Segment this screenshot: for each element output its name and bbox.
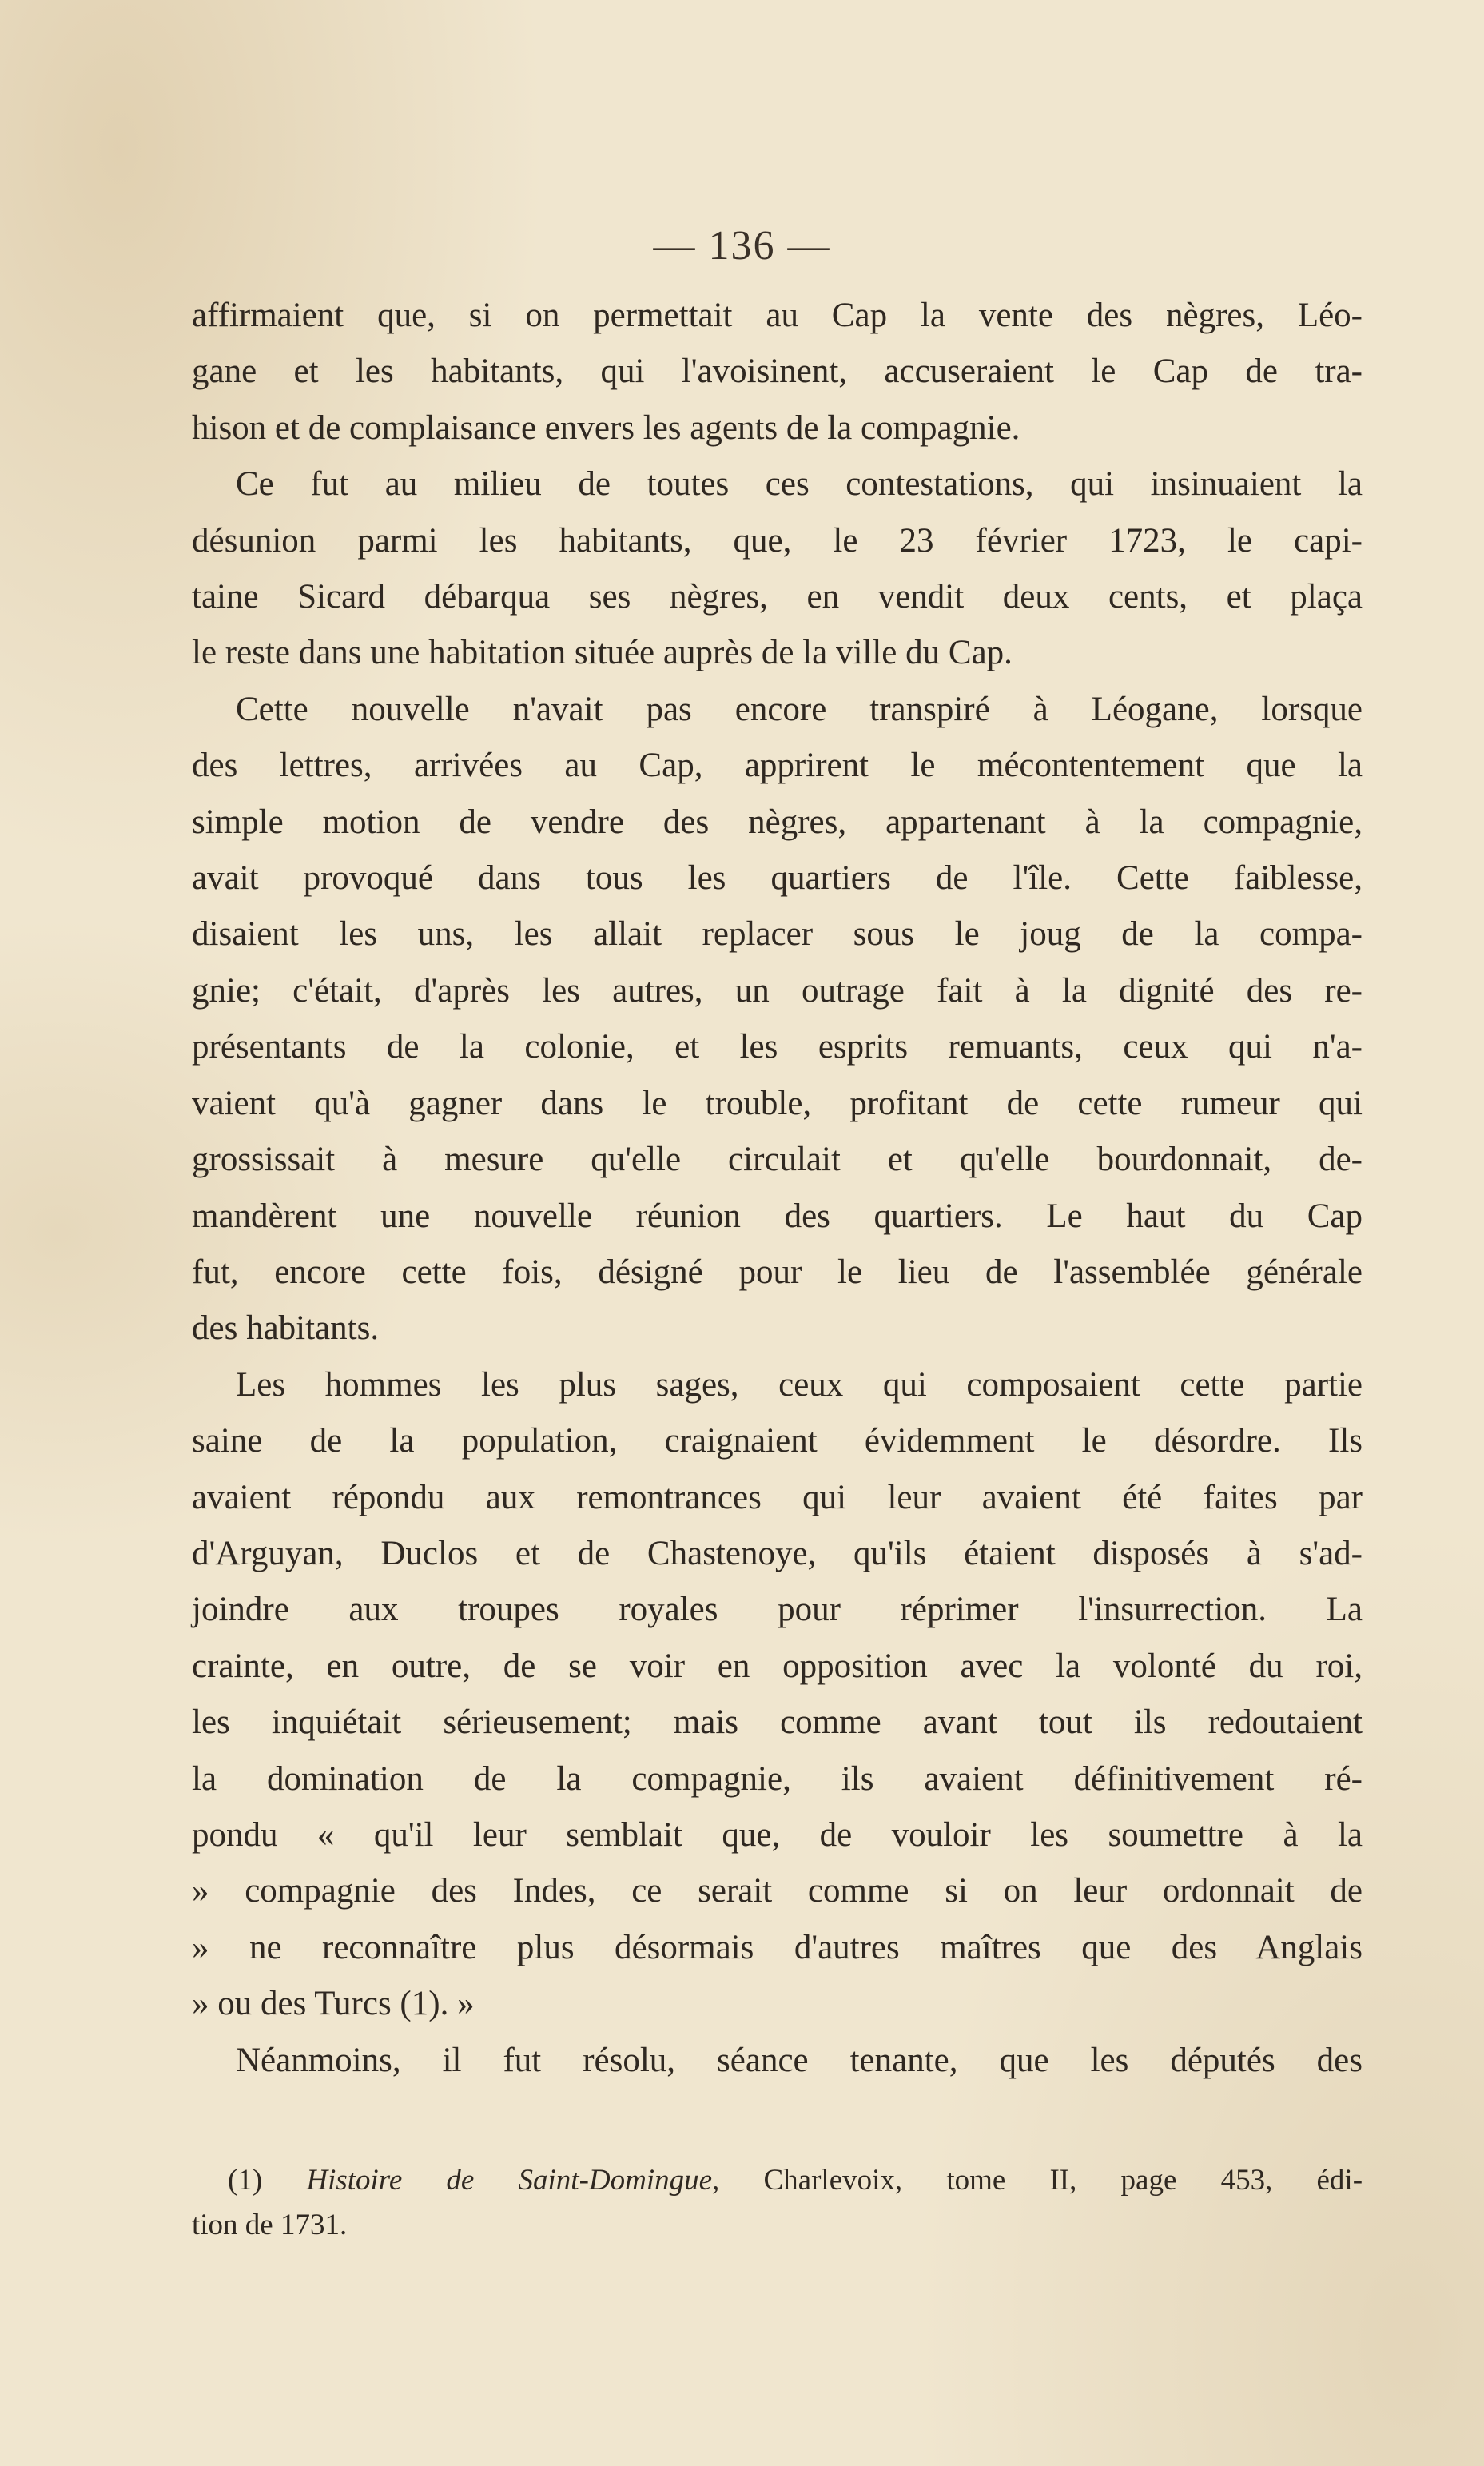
text-line: disaient les uns, les allait replacer sous le joug de la compa- [192,915,1363,954]
text-line: fut, encore cette fois, désigné pour le lieu de l'assemblée générale [192,1253,1363,1291]
text-line: crainte, en outre, de se voir en opposition avec la volonté du roi, [192,1647,1363,1685]
text-line: pondu « qu'il leur semblait que, de vouloir les soumettre à la [192,1815,1363,1854]
text-line: gane et les habitants, qui l'avoisinent, accuseraient le Cap de tra- [192,353,1363,391]
footnote-source-title: Histoire de Saint-Domingue, [306,2164,720,2197]
text-line: des lettres, arrivées au Cap, apprirent le mécontentement que la [192,747,1363,785]
text-line: d'Arguyan, Duclos et de Chastenoye, qu'ils étaient disposés à s'ad- [192,1534,1363,1572]
text-line: Ce fut au milieu de toutes ces contestations, qui insinuaient la [236,465,1363,504]
text-line: grossissait à mesure qu'elle circulait et qu'elle bourdonnait, de- [192,1141,1363,1179]
text-line: mandèrent une nouvelle réunion des quartiers. Le haut du Cap [192,1197,1363,1235]
footnote-line: tion de 1731. [192,2209,348,2241]
page-number: — 136 — [653,223,831,269]
text-line: » compagnie des Indes, ce serait comme si on leur ordonnait de [192,1872,1363,1910]
text-line: avait provoqué dans tous les quartiers de l'île. Cette faiblesse, [192,859,1363,898]
footnote [192,2158,1363,2248]
text-line: avaient répondu aux remontrances qui leur avaient été faites par [192,1478,1363,1516]
text-line: vaient qu'à gagner dans le trouble, profitant de cette rumeur qui [192,1084,1363,1122]
text-line: taine Sicard débarqua ses nègres, en vendit deux cents, et plaça [192,578,1363,616]
text-line: affirmaient que, si on permettait au Cap la vente des nègres, Léo- [192,297,1363,334]
text-line: joindre aux troupes royales pour réprimer l'insurrection. La [192,1591,1363,1629]
text-line: présentants de la colonie, et les esprits remuants, ceux qui n'a- [192,1028,1363,1066]
text-line: » ou des Turcs (1). » [192,1985,475,2023]
body-text [192,288,1363,2089]
text-line: simple motion de vendre des nègres, appartenant à la compagnie, [192,803,1363,841]
footnote-line [192,2158,1363,2203]
text-line: gnie; c'était, d'après les autres, un outrage fait à la dignité des re- [192,971,1363,1010]
text-line: la domination de la compagnie, ils avaient définitivement ré- [192,1759,1363,1798]
text-line: Cette nouvelle n'avait pas encore transpiré à Léogane, lorsque [236,690,1363,728]
text-line: les inquiétait sérieusement; mais comme avant tout ils redoutaient [192,1703,1363,1742]
text-line: des habitants. [192,1309,380,1348]
text-line: le reste dans une habitation située auprès de la ville du Cap. [192,634,1013,672]
text-line: » ne reconnaître plus désormais d'autres maîtres que des Anglais [192,1928,1363,1966]
text-line: Néanmoins, il fut résolu, séance tenante, que les députés des [236,2041,1363,2079]
text-line: désunion parmi les habitants, que, le 23 février 1723, le capi- [192,521,1363,560]
text-line: hison et de complaisance envers les agents de la compagnie. [192,408,1020,447]
text-line: Les hommes les plus sages, ceux qui composaient cette partie [236,1365,1363,1404]
text-line: saine de la population, craignaient évidemment le désordre. Ils [192,1422,1363,1460]
footnote-marker: (1) [228,2164,263,2197]
footnote-source-details: Charlevoix, tome II, page 453, édi- [763,2164,1363,2197]
